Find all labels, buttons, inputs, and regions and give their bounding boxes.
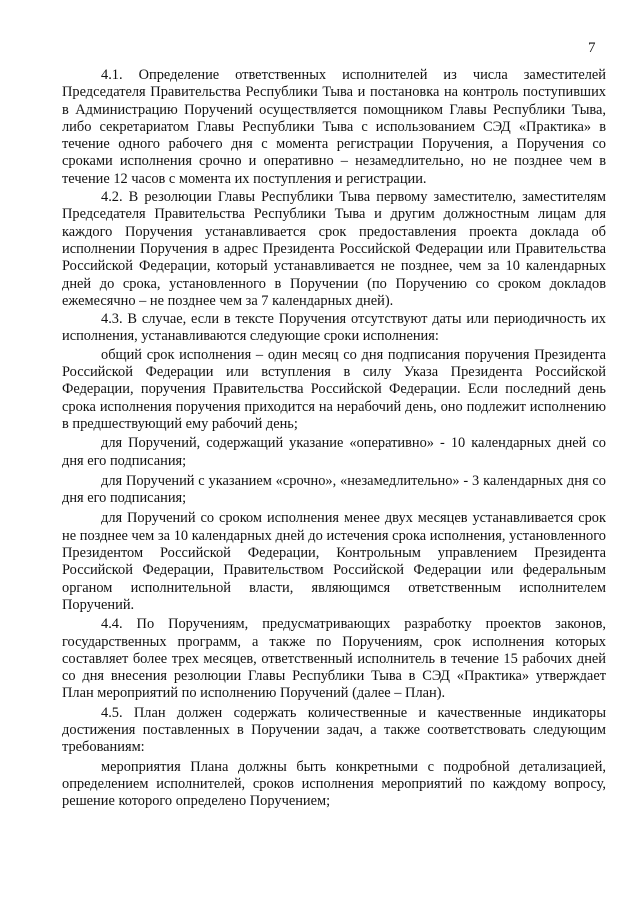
document-body: [62, 67, 606, 810]
page-number: 7: [588, 40, 596, 56]
paragraph-short-term: для Поручений со сроком исполнения менее двух месяцев устанавливается срок не позднее чем за 10 календарных дней до истечения срока исполнения, установленного Президентом Российской Федерации, Контрольным управлением Президента Российской Федерации, Правительством Российской Федерации или федеральным органом исполнительной власти, являющимся ответственным исполнителем Поручений.: [62, 510, 606, 613]
paragraph-general-term: общий срок исполнения – один месяц со дня подписания поручения Президента Российской Федерации или вступления в силу Указа Президента Российской Федерации, поручения Правительства Российской Федерации. Если последний день срока исполнения поручения приходится на нерабочий день, оно подлежит исполнению в предшествующий ему рабочий день;: [62, 346, 606, 432]
paragraph-operative-term: для Поручений, содержащий указание «оперативно» - 10 календарных дней со дня его подписания;: [62, 435, 606, 469]
paragraph-4-4: 4.4. По Поручениям, предусматривающих разработку проектов законов, государственных программ, а также по Поручениям, срок исполнения которых составляет более трех месяцев, ответственный исполнитель в течение 15 рабочих дней со дня внесения резолюции Главы Республики Тыва в СЭД «Практика» утверждает План мероприятий по исполнению Поручений (далее – План).: [62, 616, 606, 702]
paragraph-urgent-term: для Поручений с указанием «срочно», «незамедлительно» - 3 календарных дня со дня его подписания;: [62, 472, 606, 507]
paragraph-4-3: 4.3. В случае, если в тексте Поручения отсутствуют даты или периодичность их исполнения, устанавливаются следующие сроки исполнения:: [62, 311, 606, 345]
paragraph-4-2: 4.2. В резолюции Главы Республики Тыва первому заместителю, заместителям Председателя Правительства Республики Тыва и другим должностным лицам для каждого Поручения устанавливается срок предоставления проекта доклада об исполнении Поручения в адрес Президента Российской Федерации или Правительства Российской Федерации, который устанавливается не позднее, чем за 10 календарных дней до срока, установленного в Поручении (по Поручению со сроком докладов ежемесячно – не позднее чем за 7 календарных дней).: [62, 189, 606, 309]
paragraph-plan-requirements: мероприятия Плана должны быть конкретными с подробной детализацией, определением исполнителей, сроков исполнения мероприятий по каждому вопросу, решение которого определено Поручением;: [62, 758, 606, 810]
paragraph-4-5: 4.5. План должен содержать количественные и качественные индикаторы достижения поставленных в Поручении задач, а также соответствовать следующим требованиям:: [62, 704, 606, 756]
paragraph-4-1: 4.1. Определение ответственных исполнителей из числа заместителей Председателя Правительства Республики Тыва и постановка на контроль поступивших в Администрацию Поручений осуществляется помощником Главы Республики Тыва, либо секретариатом Главы Республики Тыва с использованием СЭД «Практика» в течение одного рабочего дня с момента регистрации Поручения, а Поручения со сроками исполнения срочно и оперативно – незамедлительно, но не позднее чем в течение 12 часов с момента их поступления и регистрации.: [62, 67, 606, 187]
